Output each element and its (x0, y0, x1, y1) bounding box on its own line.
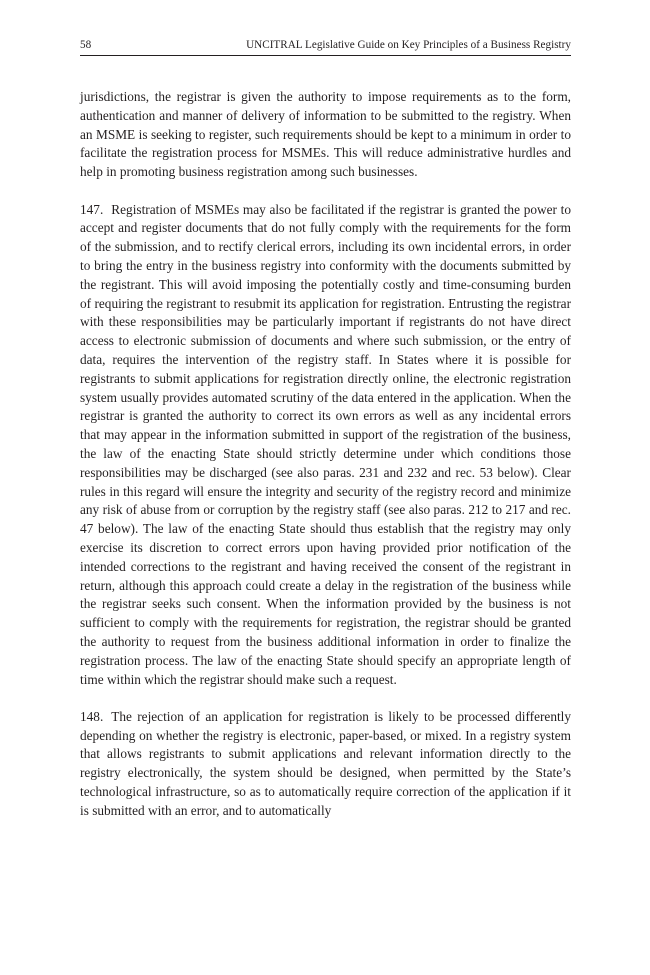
running-title: UNCITRAL Legislative Guide on Key Principles of a Business Registry (246, 39, 571, 51)
paragraph-continued (80, 88, 571, 182)
paragraph-text: Registration of MSMEs may also be facilitated if the registrar is granted the power to accept and register documents that do not fully comply with the requirements for the form of the submission, and to rectify clerical errors, including its own incidental errors, in order to bring the entry in the business registry into conformity with the documents submitted by the registrant. This will avoid imposing the potentially costly and time-consuming burden of requiring the registrant to resubmit its application for registration. Entrusting the registrar with these responsibilities may be particularly important if registrants do not have direct access to electronic submission of documents and where such submission, or the entry of data, requires the intervention of the registry staff. In States where it is possible for registrants to submit applications for registration directly online, the electronic registration system usually provides automated scrutiny of the data entered in the application. When the registrar is granted the authority to correct its own errors as well as any incidental errors that may appear in the information submitted in support of the registration of the business, the law of the enacting State should strictly determine under which conditions those responsibilities may be discharged (see also paras. 231 and 232 and rec. 53 below). Clear rules in this regard will ensure the integrity and security of the registry record and minimize any risk of abuse from or corruption by the registry staff (see also paras. 212 to 217 and rec. 47 below). The law of the enacting State should thus establish that the registry may only exercise its discretion to correct errors upon having provided prior notification of the intended corrections to the registrant and having received the consent of the registrant in return, although this approach could create a delay in the registration of the business while the registrar seeks such consent. When the information provided by the business is not sufficient to comply with the requirements for registration, the registrar should be granted the authority to request from the business additional information in order to finalize the registration process. The law of the enacting State should specify an appropriate length of time within which the registrar should make such a request. (80, 201, 571, 687)
paragraph-number: 147. (80, 201, 104, 217)
running-header (80, 38, 571, 56)
paragraph-text: jurisdictions, the registrar is given the authority to impose requirements as to the form, authentication and manner of delivery of information to be submitted to the registry. When an MSME is seeking to register, such requirements should be kept to a minimum in order to facilitate the registration process for MSMEs. This will reduce administrative hurdles and help in promoting business registration among such businesses. (80, 89, 571, 180)
paragraph-text: The rejection of an application for registration is likely to be processed differently depending on whether the registry is electronic, paper-based, or mixed. In a registry system that allows registrants to submit applications and relevant information directly to the registry electronically, the system should be designed, when permitted by the State’s technological infrastructure, so as to automatically require correction of the application if it is submitted with an error, and to automatically (80, 708, 571, 818)
body-text (80, 88, 571, 821)
paragraph-147 (80, 201, 571, 690)
document-page (80, 38, 571, 821)
paragraph-number: 148. (80, 708, 104, 724)
paragraph-148 (80, 708, 571, 821)
page-number: 58 (80, 39, 92, 51)
